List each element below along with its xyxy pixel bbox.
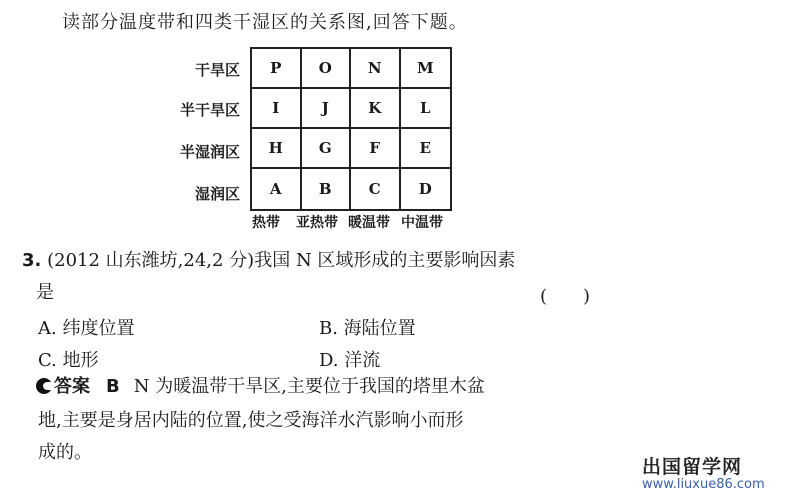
- question-line-1: [22, 250, 515, 272]
- grid-cell: O: [302, 49, 352, 89]
- col-label-subtropical: 亚热带: [296, 215, 338, 231]
- grid-cell: A: [252, 169, 302, 209]
- question-source: (2012 山东潍坊,24,2 分): [47, 250, 255, 271]
- grid-cell: G: [302, 129, 352, 169]
- grid-cell: M: [401, 49, 451, 89]
- col-label-warm-temperate: 暖温带: [348, 215, 390, 231]
- option-b: B. 海陆位置: [319, 318, 416, 339]
- answer-explanation-1: N 为暖温带干旱区,主要位于我国的塔里木盆: [133, 376, 485, 397]
- grid-cell: F: [351, 129, 401, 169]
- answer-blank: ( ): [540, 286, 591, 307]
- watermark: [642, 452, 765, 492]
- option-d: D. 洋流: [319, 350, 381, 371]
- col-label-mid-temperate: 中温带: [401, 215, 443, 231]
- grid-cell: D: [418, 180, 432, 198]
- answer-key: B: [106, 376, 120, 397]
- answer-line-1: [36, 376, 485, 398]
- question-text: 我国 N 区域形成的主要影响因素: [254, 250, 516, 271]
- grid-cell: I: [252, 89, 302, 129]
- question-line-2: 是: [36, 282, 54, 303]
- answer-icon: [36, 378, 52, 394]
- answer-explanation-2: 地,主要是身居内陆的位置,使之受海洋水汽影响小而形: [38, 410, 464, 431]
- intro-text: 读部分温度带和四类干湿区的关系图,回答下题。: [62, 12, 468, 33]
- watermark-site-name: 出国留学网: [642, 456, 743, 478]
- grid-cell: E: [401, 129, 451, 169]
- watermark-url: www.liuxue86.com: [642, 477, 765, 492]
- option-a: A. 纬度位置: [38, 318, 135, 339]
- row-label-semi-arid: 半干旱区: [179, 101, 240, 119]
- row-label-humid: 湿润区: [194, 185, 240, 203]
- option-c: C. 地形: [38, 350, 99, 371]
- row-label-arid: 干旱区: [194, 61, 240, 79]
- question-number: 3.: [22, 250, 42, 271]
- grid-cell: K: [351, 89, 401, 129]
- grid-cell: P: [252, 49, 302, 89]
- answer-explanation-3: 成的。: [38, 442, 92, 463]
- grid-cell: C: [351, 169, 401, 209]
- grid-cell: B: [302, 169, 352, 209]
- col-label-tropical: 热带: [252, 215, 280, 231]
- zone-grid: [250, 47, 452, 211]
- grid-cell: H: [252, 129, 302, 169]
- grid-cell: N: [351, 49, 401, 89]
- row-label-semi-humid: 半湿润区: [179, 143, 240, 161]
- grid-cell: J: [302, 89, 352, 129]
- grid-cell: L: [401, 89, 451, 129]
- answer-label: 答案: [54, 376, 90, 397]
